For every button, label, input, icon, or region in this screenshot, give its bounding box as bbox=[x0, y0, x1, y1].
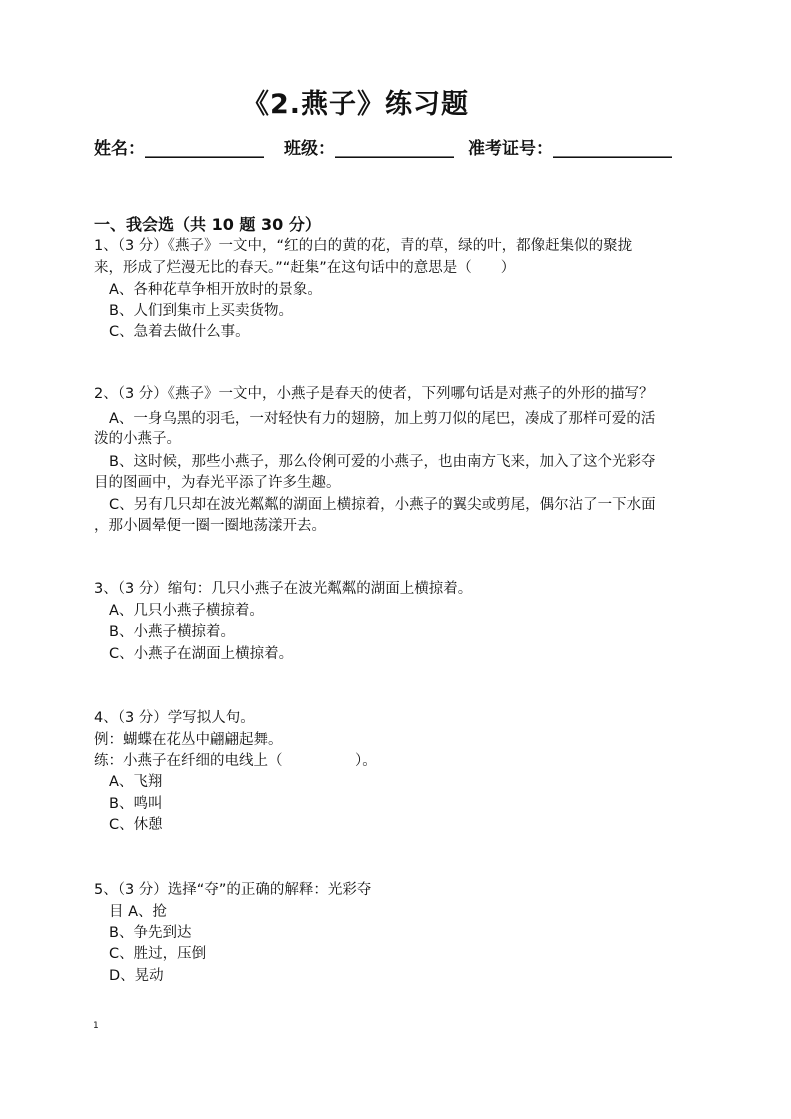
question-3-stem: 3、（3 分）缩句：几只小燕子在波光粼粼的湖面上横掠着。 bbox=[94, 581, 473, 597]
page-number: 1 bbox=[93, 1021, 99, 1031]
question-2-option-c-line-1: C、另有几只却在波光粼粼的湖面上横掠着，小燕子的翼尖或剪尾，偶尔沾了一下水面 bbox=[109, 497, 656, 513]
exam-number-field-label: 准考证号：______________ bbox=[468, 139, 672, 159]
question-2-option-a-line-2: 泼的小燕子。 bbox=[94, 431, 181, 447]
class-field-label: 班级：______________ bbox=[284, 139, 454, 159]
question-2-option-a-line-1: A、一身乌黑的羽毛，一对轻快有力的翅膀，加上剪刀似的尾巴，凑成了那样可爱的活 bbox=[109, 411, 656, 427]
question-2-stem: 2、（3 分）《燕子》一文中，小燕子是春天的使者，下列哪句话是对燕子的外形的描写？ bbox=[94, 386, 654, 402]
document-title: 《2.燕子》练习题 bbox=[242, 89, 470, 120]
question-4-example: 例：蝴蝶在花丛中翩翩起舞。 bbox=[94, 732, 283, 748]
question-3-option-b: B、小燕子横掠着。 bbox=[109, 624, 235, 640]
question-4-option-b: B、鸣叫 bbox=[109, 796, 163, 812]
question-5-option-b: B、争先到达 bbox=[109, 925, 192, 941]
question-4-practice: 练：小燕子在纤细的电线上（ ）。 bbox=[94, 753, 377, 769]
question-4-stem: 4、（3 分）学写拟人句。 bbox=[94, 710, 255, 726]
question-2-option-b-line-2: 目的图画中，为春光平添了许多生趣。 bbox=[94, 475, 341, 491]
question-1-stem-line-2: 来，形成了烂漫无比的春天。”“赶集”在这句话中的意思是（ ） bbox=[94, 260, 516, 276]
question-1-option-c: C、急着去做什么事。 bbox=[109, 324, 250, 340]
question-3-option-c: C、小燕子在湖面上横掠着。 bbox=[109, 646, 294, 662]
question-1-option-a: A、各种花草争相开放时的景象。 bbox=[109, 282, 322, 298]
question-1-option-b: B、人们到集市上买卖货物。 bbox=[109, 303, 293, 319]
question-2-option-b-line-1: B、这时候，那些小燕子，那么伶俐可爱的小燕子，也由南方飞来，加入了这个光彩夺 bbox=[109, 454, 656, 470]
section-heading: 一、我会选（共 10 题 30 分） bbox=[94, 215, 321, 234]
name-field-label: 姓名：______________ bbox=[94, 139, 264, 159]
question-1-stem-line-1: 1、（3 分）《燕子》一文中，“红的白的黄的花，青的草，绿的叶，都像赶集似的聚拢 bbox=[94, 238, 633, 254]
question-4-option-a: A、飞翔 bbox=[109, 774, 163, 790]
question-4-option-c: C、休憩 bbox=[109, 817, 163, 833]
question-3-option-a: A、几只小燕子横掠着。 bbox=[109, 603, 264, 619]
question-2-option-c-line-2: ，那小圆晕便一圈一圈地荡漾开去。 bbox=[94, 518, 326, 534]
question-5-option-d: D、晃动 bbox=[109, 968, 164, 984]
question-5-option-c: C、胜过，压倒 bbox=[109, 946, 207, 962]
question-5-stem: 5、（3 分）选择“夺”的正确的解释：光彩夺 bbox=[94, 882, 372, 898]
question-5-option-a: 目 A、抢 bbox=[109, 904, 168, 920]
